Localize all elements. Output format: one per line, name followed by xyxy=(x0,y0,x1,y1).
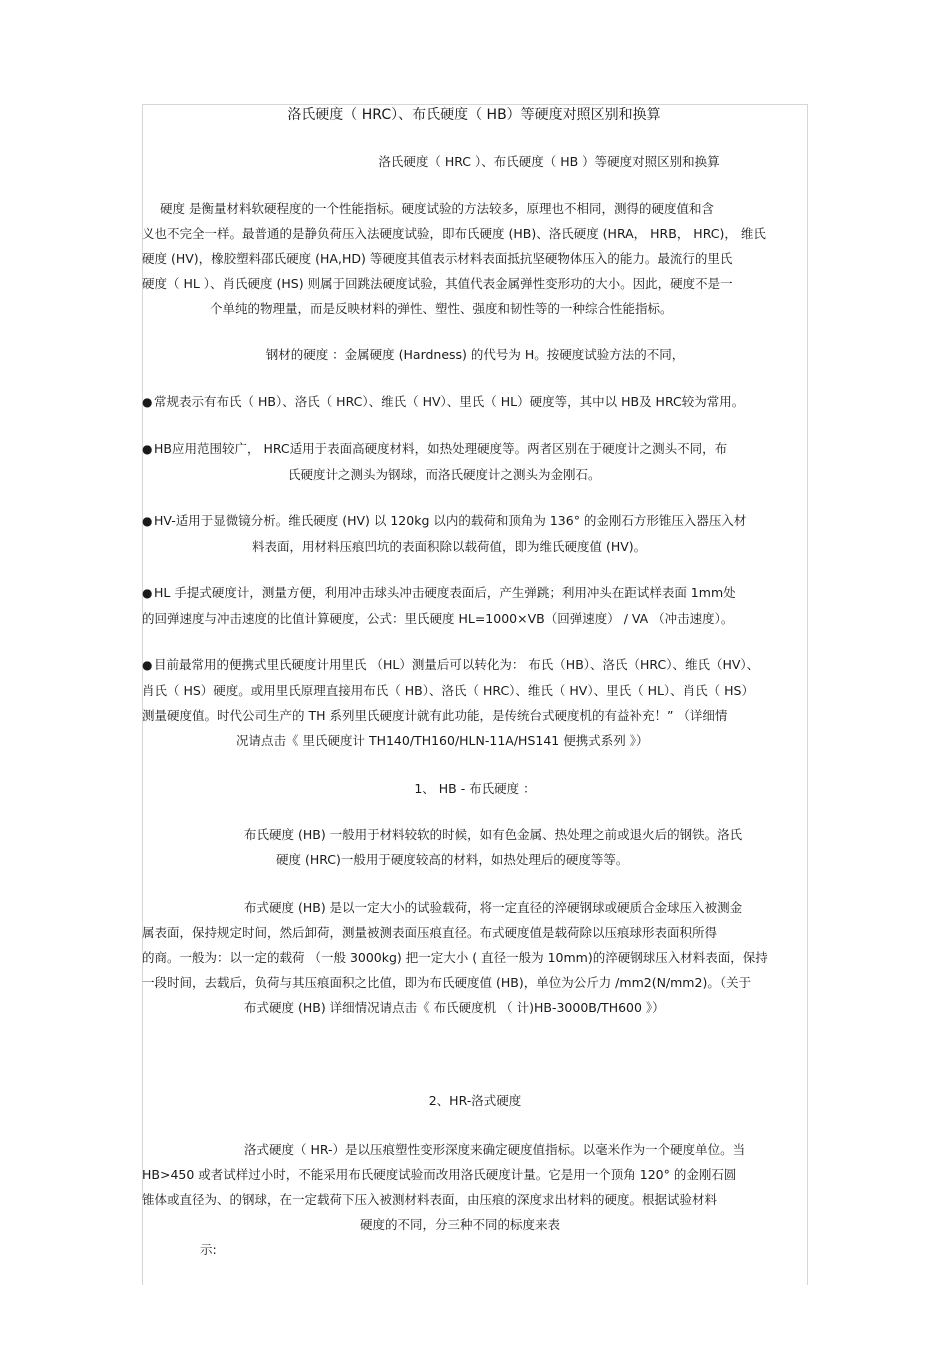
bullet-text: 的回弹速度与冲击速度的比值计算硬度，公式：里氏硬度 HL=1000×VB（回弹速度） / VA （冲击速度）。 xyxy=(142,611,734,626)
section-heading-text: 2、HR-洛式硬度 xyxy=(428,1093,522,1108)
bullet-dot-icon: ● xyxy=(142,658,153,672)
bullet-hl xyxy=(142,580,808,631)
intro-line: 个单纯的物理量，而是反映材料的弹性、塑性、强度和韧性等的一种综合性能指标。 xyxy=(210,301,673,316)
paragraph-line: 示: xyxy=(200,1242,217,1257)
bullet-dot-icon: ● xyxy=(142,442,153,456)
bullet-text: 氏硬度计之测头为钢球，而洛氏硬度计之测头为金刚石。 xyxy=(288,467,601,482)
bullet-text: 常规表示有布氏（ HB）、洛氏（ HRC）、维氏（ HV）、里氏（ HL）硬度等，其中以 HB及 HRC较为常用。 xyxy=(154,394,745,409)
section-2-heading xyxy=(142,1088,808,1113)
paragraph-line: 布式硬度 (HB) 是以一定大小的试验载荷，将一定直径的淬硬钢球或硬质合金球压入被测金 xyxy=(244,900,743,915)
bullet-text: 料表面，用材料压痕凹坑的表面积除以载荷值，即为维氏硬度值 (HV)。 xyxy=(252,539,647,554)
bullet-common xyxy=(142,389,808,415)
steel-line-text: 钢材的硬度 ：金属硬度 (Hardness) 的代号为 H。按硬度试验方法的不同， xyxy=(265,347,685,362)
paragraph-line: 洛式硬度（ HR-）是以压痕塑性变形深度来确定硬度值指标。以毫米作为一个硬度单位。当 xyxy=(244,1142,746,1157)
section-1-paragraph-2 xyxy=(142,895,808,1020)
paragraph-line: HB>450 或者试样过小时，不能采用布氏硬度试验而改用洛氏硬度计量。它是用一个顶角 120° 的金刚石圆 xyxy=(142,1167,737,1182)
bullet-dot-icon: ● xyxy=(142,586,153,600)
bullet-hv xyxy=(142,508,808,559)
bullet-text: HL 手提式硬度计，测量方便，利用冲击球头冲击硬度表面后，产生弹跳；利用冲头在距试样表面 1mm处 xyxy=(154,585,736,600)
document-subtitle: 洛氏硬度（ HRC ）、布氏硬度（ HB ）等硬度对照区别和换算 xyxy=(378,154,720,169)
paragraph-line: 属表面，保持规定时间，然后卸荷，测量被测表面压痕直径。布式硬度值是载荷除以压痕球形表面积所得 xyxy=(142,925,718,940)
paragraph-line: 硬度 (HRC)一般用于硬度较高的材料，如热处理后的硬度等等。 xyxy=(276,852,629,867)
leeb-link-line[interactable]: 况请点击《 里氏硬度计 TH140/TH160/HLN-11A/HS141 便携式系列 》） xyxy=(236,733,649,748)
bullet-text: 测量硬度值。时代公司生产的 TH 系列里氏硬度计就有此功能，是传统台式硬度机的有益补充！” （详细情 xyxy=(142,708,728,723)
brinell-link-line[interactable]: 布式硬度 (HB) 详细情况请点击《 布氏硬度机 （ 计)HB-3000B/TH600 》） xyxy=(244,1000,665,1015)
intro-line: 硬度（ HL ）、肖氏硬度 (HS) 则属于回跳法硬度试验，其值代表金属弹性变形功的大小。因此，硬度不是一 xyxy=(142,276,733,291)
paragraph-line: 硬度的不同，分三种不同的标度来表 xyxy=(360,1217,561,1232)
document-title: 洛氏硬度（ HRC）、布氏硬度（ HB）等硬度对照区别和换算 xyxy=(287,107,661,123)
section-2-paragraph-1 xyxy=(142,1137,808,1262)
bullet-text: 目前最常用的便携式里氏硬度计用里氏 （HL）测量后可以转化为： 布氏（HB）、洛氏（HRC）、维氏（HV）、 xyxy=(154,657,760,672)
intro-line: 硬度 是衡量材料软硬程度的一个性能指标。硬度试验的方法较多，原理也不相同，测得的硬度值和含 xyxy=(160,201,714,216)
section-heading-text: 1、 HB - 布氏硬度 ： xyxy=(414,781,536,796)
intro-line: 义也不完全一样。最普通的是静负荷压入法硬度试验，即布氏硬度 (HB)、洛氏硬度 (HRA， HRB， HRC)， 维氏 xyxy=(142,226,766,241)
paragraph-line: 布氏硬度 (HB) 一般用于材料较软的时候，如有色金属、热处理之前或退火后的钢铁。洛氏 xyxy=(244,827,743,842)
bullet-text: HB应用范围较广， HRC适用于表面高硬度材料，如热处理硬度等。两者区别在于硬度计之测头不同，布 xyxy=(154,441,728,456)
bullet-text: 肖氏（ HS）硬度。或用里氏原理直接用布氏（ HB）、洛氏（ HRC）、维氏（ HV）、里氏（ HL）、肖氏（ HS） xyxy=(142,683,754,698)
bullet-text: HV-适用于显微镜分析。维氏硬度 (HV) 以 120kg 以内的载荷和顶角为 136° 的金刚石方形锥压入器压入材 xyxy=(154,513,747,528)
intro-paragraph xyxy=(142,196,808,321)
bullet-hb xyxy=(142,436,808,487)
bullet-current xyxy=(142,652,808,753)
bullet-dot-icon: ● xyxy=(142,395,153,409)
steel-hardness-line xyxy=(142,342,808,367)
paragraph-line: 锥体或直径为、的钢球，在一定载荷下压入被测材料表面，由压痕的深度求出材料的硬度。根据试验材料 xyxy=(142,1192,718,1207)
paragraph-line: 的商。一般为：以一定的载荷 （一般 3000kg) 把一定大小 ( 直径一般为 10mm)的淬硬钢球压入材料表面，保持 xyxy=(142,950,768,965)
section-1-heading xyxy=(142,776,808,801)
intro-line: 硬度 (HV)，橡胶塑料邵氏硬度 (HA,HD) 等硬度其值表示材料表面抵抗坚硬物体压入的能力。最流行的里氏 xyxy=(142,251,733,266)
paragraph-line: 一段时间，去载后，负荷与其压痕面积之比值，即为布氏硬度值 (HB)，单位为公斤力 /mm2(N/mm2)。（关于 xyxy=(142,975,752,990)
bullet-dot-icon: ● xyxy=(142,514,153,528)
section-1-paragraph-1 xyxy=(142,822,808,872)
